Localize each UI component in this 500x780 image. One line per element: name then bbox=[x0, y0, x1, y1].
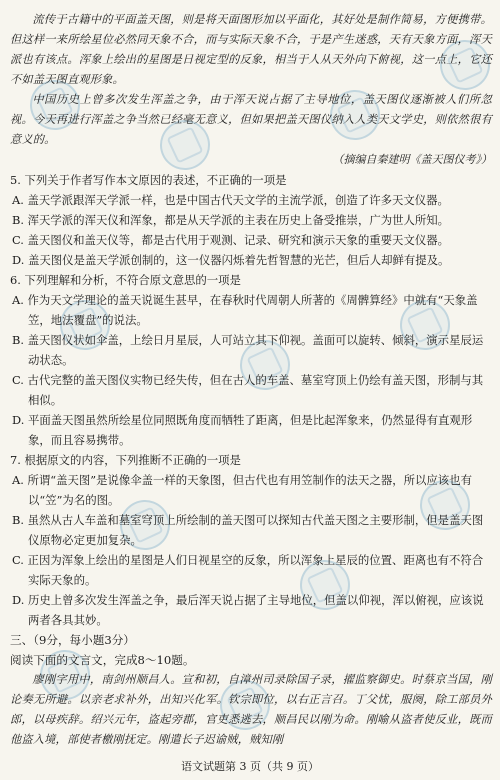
option-d: D. 历史上曾多次发生浑盖之争，最后浑天说占据了主导地位，但盖以仰视，浑以俯视，应该说两者各具其妙。 bbox=[12, 593, 484, 627]
page-footer: 语文试题第 3 页（共 9 页） bbox=[181, 760, 319, 773]
page-content bbox=[10, 10, 492, 750]
option-a: A. 盖天学派跟浑天学派一样，也是中国古代天文学的主流学派，创造了许多天文仪器。 bbox=[12, 193, 449, 207]
classical-text: 廖刚字用中，南剑州顺昌人。宣和初，自漳州司录除国子录，擢监察御史。时蔡京当国，刚论奏无所避。以亲老求补外，出知兴化军。钦宗即位，以右正言召。丁父忧，服阕，除工部员外郎，以母疾辞。绍兴元年，盗起旁郡，官吏悉逃去，顺昌民以刚为命。刚喻从盗者使反业，既而他盗入境，部使者檄刚抚定。刚遣长子迟谕贼，贼知刚 bbox=[10, 673, 492, 746]
option-b: B. 浑天学派的浑天仪和浑象，都是从天学派的主表在历史上备受推崇，广为世人所知。 bbox=[12, 213, 450, 227]
option-c: C. 古代完整的盖天图仪实物已经失传，但在古人的车盖、墓室穹顶上仍绘有盖天图，形制与其相似。 bbox=[12, 373, 484, 407]
question-7 bbox=[10, 450, 492, 630]
option-b: B. 虽然从古人车盖和墓室穹顶上所绘制的盖天图可以探知古代盖天图之主要形制，但是盖天图仪原物必定更加复杂。 bbox=[12, 513, 484, 547]
question-6 bbox=[10, 270, 492, 450]
passage-paragraph: 流传于古籍中的平面盖天图，则是将天面图形加以平面化，其好处是制作简易，方便携带。但这样一来所绘星位必然同天象不合，而与实际天象不合，于是产生迷惑，天有天象方面，浑天派也有该点。浑象上绘出的星图是日视定型的反象，相当于人从天外向下俯视，这一点上，它还不如盖天图直观形象。 bbox=[10, 13, 492, 86]
passage-paragraph: 中国历史上曾多次发生浑盖之争，由于浑天说占据了主导地位，盖天图仪逐渐被人们所忽视。今天再进行浑盖之争当然已经毫无意义，但如果把盖天图仪纳入人类天文学史，则依然很有意义的。 bbox=[10, 93, 492, 146]
question-5 bbox=[10, 170, 492, 270]
question-stem: 7. 根据原文的内容，下列推断不正确的一项是 bbox=[10, 453, 241, 467]
option-a: A. 所谓“盖天图”是说像伞盖一样的天象图，但古代也有用笠制作的法天之器，所以应该也有以“笠”为名的图。 bbox=[12, 473, 472, 507]
option-c: C. 盖天图仪和盖天仪等，都是古代用于观测、记录、研究和演示天象的重要天文仪器。 bbox=[12, 233, 450, 247]
question-stem: 5. 下列关于作者写作本文原因的表述，不正确的一项是 bbox=[10, 173, 287, 187]
section-instruction: 阅读下面的文言文，完成8～10题。 bbox=[10, 653, 195, 667]
option-d: D. 平面盖天图虽然所绘星位同照既角度而牺牲了距离，但是比起浑象来，仍然显得有直观形象，而且容易携带。 bbox=[12, 413, 473, 447]
option-b: B. 盖天图仪状如伞盖，上绘日月星辰，人可站立其下仰视。盖面可以旋转、倾斜，演示星辰运动状态。 bbox=[12, 333, 484, 367]
option-c: C. 正因为浑象上绘出的星图是人们日视星空的反象，所以浑象上星辰的位置、距离也有不符合实际天象的。 bbox=[12, 553, 484, 587]
option-a: A. 作为天文学理论的盖天说诞生甚早，在春秋时代周朝人所著的《周髀算经》中就有“天象盖笠，地法覆盘”的说法。 bbox=[12, 293, 478, 327]
section-header: 三、（9分，每小题3分） bbox=[10, 633, 135, 647]
option-d: D. 盖天图仪是盖天学派创制的，这一仪器闪烁着先哲智慧的光芒，但后人却鲜有提及。 bbox=[12, 253, 450, 267]
passage-source: （摘编自秦建明《盖天图仪考》） bbox=[332, 153, 492, 166]
question-stem: 6. 下列理解和分析，不符合原文意思的一项是 bbox=[10, 273, 241, 287]
